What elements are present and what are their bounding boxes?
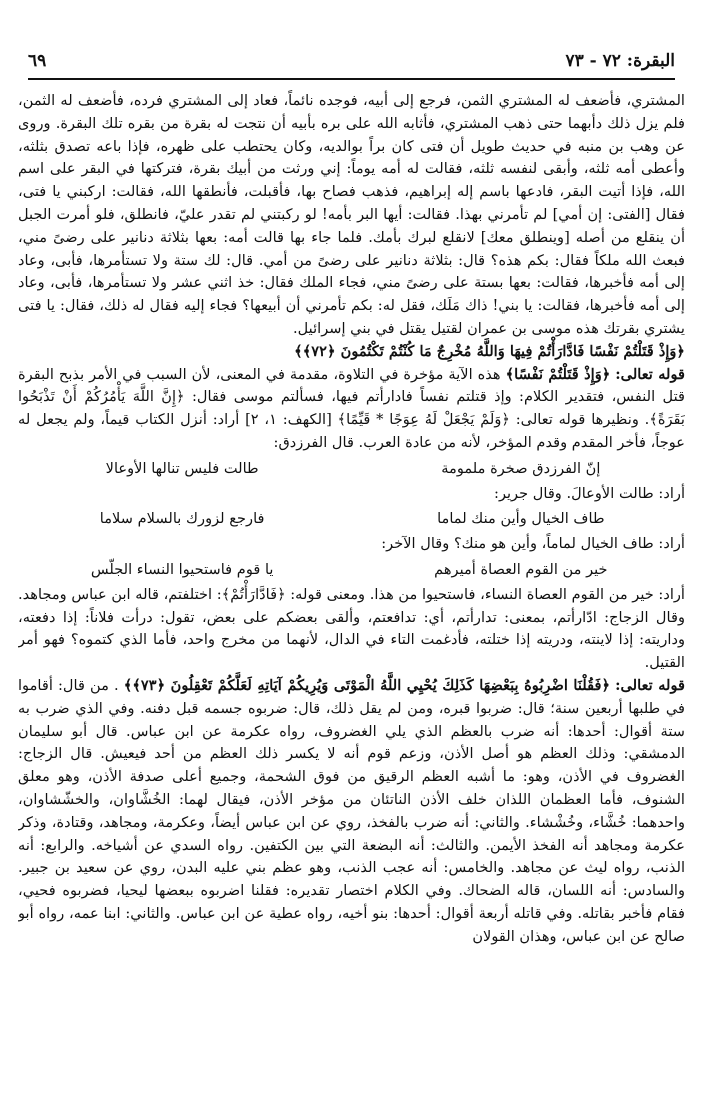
commentary-text: هذه الآية مؤخرة في التلاوة، مقدمة في المعنى، لأن السبب في الأمر بذبح البقرة قتل النفس، فتقدير الكلام: وإذ قتلتم نفساً فادارأتم فيها، فسألتم موسى فقال: ﴿إِنَّ اللَّهَ يَأْمُرُكُمْ أَنْ تَذْبَحُوا بَقَرَةً﴾. ونظيرها قوله تعالى: ﴿وَلَمْ يَجْعَلْ لَهُ عِوَجًا * قَيِّمًا﴾ [الكهف: ١، ٢] أراد: أنزل الكتاب قيماً، ولم يجعل له عوجاً، فأخر المقدم وقدم المؤخر، لأنه من عادة العرب. قال الفرزدق:: [18, 365, 685, 451]
body-text: [18, 90, 685, 1106]
page-header: [28, 44, 675, 80]
paragraph-poem-note-1: أراد: طالت الأوعالَ. وقال جرير:: [494, 484, 685, 502]
poem-hemistich: طاف الخيال وأين منك لماما: [437, 510, 605, 528]
commentary-label: قوله تعالى:: [615, 676, 685, 694]
poem-hemistich: طالت فليس تنالها الأوعالا: [105, 459, 259, 477]
poem-hemistich: إنّ الفرزدق صخرة ملمومة: [441, 459, 601, 477]
paragraph-poem-note-2: أراد: طاف الخيال لماماً، وأين هو منك؟ وقال الآخر:: [381, 535, 685, 553]
paragraph-explanation: أراد: خير من القوم العصاة النساء، فاستحيوا من هذا. ومعنى قوله: ﴿فَادَّارَأْتُمْ﴾: اختلفتم، قاله ابن عباس ومجاهد. وقال الزجاج: ادّارأتم، بمعنى: تدارأتم، أي: تدافعتم، وألقى بعضكم على بعض، تقول: درأت فلاناً: إذا دفعته، وداريته: إذا لاينته، ودريته إذا ختلته، فأدغمت التاء في الدال، لأنهما من مخرج واحد، فأما الذي كتموه؟ فهو أمر القتيل.: [18, 585, 685, 672]
surah-reference: البقرة: ٧٢ - ٧٣: [565, 51, 675, 71]
paragraph-story: المشتري، فأضعف له المشتري الثمن، فرجع إلى أبيه، فوجده نائماً، فعاد إلى المشتري فرده، فأضعف له الثمن، فلم يزل ذلك دأبهما حتى ذهب المشتري، فأثابه الله على بره بأبيه أن نتجت له بقرة من بقره تلك البقرة. وروى عن وهب بن منبه في حديث طويل أن فتى كان براً بوالديه، وكان يحتطب على ظهره، فإذا باعه تصدق بثلثه، وأعطى أمه ثلثه، وأبقى لنفسه ثلثه، فقالت له أمه يوماً: إني ورثت من أبيك بقرة، فتركتها في البقر على اسم الله، فإذا أتيت البقر، فادعها باسم إله إبراهيم، فذهب فصاح بها، فأقبلت، فأنطقها الله، فقالت: اركبني يا فتى، فقال [الفتى: إن أمي] لم تأمرني بهذا. فقالت: أيها البر بأمه! لو ركبتني لم تقدر عليّ، فانطلق، فلو أمرت الجبل أن ينقلع من أصله [وينطلق معك] لانقلع لبرك بأمك. فلما جاء بها قالت أمه: بعها بثلاثة دنانير على رضىً مني، فبعث الله ملكاً فقال: بكم هذه؟ قال: بثلاثة دنانير على رضىً من أمي. قال: لك ستة ولا تستأمرها، فأبى، وعاد إلى أمه فأخبرها، فقالت: بعها بستة على رضىً مني، فجاء الملك فقال: خذ اثني عشر ولا تستأمرها، فأبى، وعاد إلى أمه فأخبرها، فقالت: يا بني! ذاك مَلَك، فقل له: بكم تأمرني أن أبيعها؟ فجاء إليه فقال له ذلك، فقال: يا فتى يشتري بقرتك هذه موسى بن عمران لقتيل يقتل في بني إسرائيل.: [18, 92, 685, 337]
poem-verse-1: [18, 458, 685, 481]
commentary-text: . من قال: أقاموا في طلبها أربعين سنة؛ قال: ضربوا قبره، ومن لم يقل ذلك، قال: ضربوه جسمه قبل دفنه. وفي الذي ضرب به ستة أقوال: أحدها: أنه ضرب بالعظم الذي يلي الغضروف، رواه عكرمة عن ابن عباس. قال أبو سليمان الدمشقي: وذلك العظم هو أصل الأذن، وزعم قوم أنه لا يكسر ذلك العظم من أحد فيعيش. قال الزجاج: الغضروف في الأذن، وهو: ما أشبه العظم الرقيق من فوق الشحمة، وجميع أعلى صدفة الأذن، وهو معلق الشنوف، فأما العظمان اللذان خلف الأذن الناتئان من مؤخر الأذن، فيقال لهما: الخُشَّاوان، والخشّشاوان، واحدهما: خُشَّاء، وخُشْشاء. والثاني: أنه ضرب بالفخذ، روي عن ابن عباس أيضاً، وعكرمة، ومجاهد، وقتادة، وذكر عكرمة ومجاهد أنه الفخذ الأيمن. والثالث: أنه البضعة التي بين الكتفين. رواه السدي عن أشياخه. والرابع: أنه الذنب، رواه ليث عن مجاهد. والخامس: أنه عجب الذنب، وهو عظم بني عليه البدن، روي عن سعيد بن جبير. والسادس: أنه اللسان، قاله الضحاك. وفي الكلام اختصار تقديره: فقلنا اضربوه ببعضها ليحيا، فضربوه فحيي، فقام فأخبر بقاتله. وفي قاتله أربعة أقوال: أحدها: بنو أخيه، رواه عطية عن ابن عباس. والثاني: ابنا عمه، رواه أبو صالح عن ابن عباس، وهذان القولان: [18, 676, 685, 945]
paragraph-commentary-73: [18, 675, 685, 949]
commentary-quote: ﴿وَإِذْ قَتَلْتُمْ نَفْسًا﴾: [505, 365, 611, 383]
poem-hemistich: خير من القوم العصاة أميرهم: [434, 560, 608, 578]
paragraph-commentary-72: [18, 364, 685, 455]
poem-verse-2: [18, 508, 685, 531]
poem-verse-3: [18, 559, 685, 582]
commentary-label: قوله تعالى:: [615, 365, 685, 383]
commentary-quote: ﴿فَقُلْنَا اضْرِبُوهُ بِبَعْضِهَا كَذَلِكَ يُحْيِي اللَّهُ الْمَوْتَى وَيُرِيكُمْ آيَاتِهِ لَعَلَّكُمْ تَعْقِلُونَ ﴿٧٣﴾﴾: [123, 676, 611, 694]
poem-hemistich: فارجع لزورك بالسلام سلاما: [99, 510, 265, 528]
ayah-72: ﴿وَإِذْ قَتَلْتُمْ نَفْسًا فَادَّارَأْتُمْ فِيهَا وَاللَّهُ مُخْرِجٌ مَا كُنْتُمْ تَكْتُمُونَ ﴿٧٢﴾﴾: [294, 342, 685, 360]
poem-hemistich: يا قوم فاستحيوا النساء الجلّس: [90, 560, 274, 578]
page-number: ٦٩: [28, 51, 47, 71]
